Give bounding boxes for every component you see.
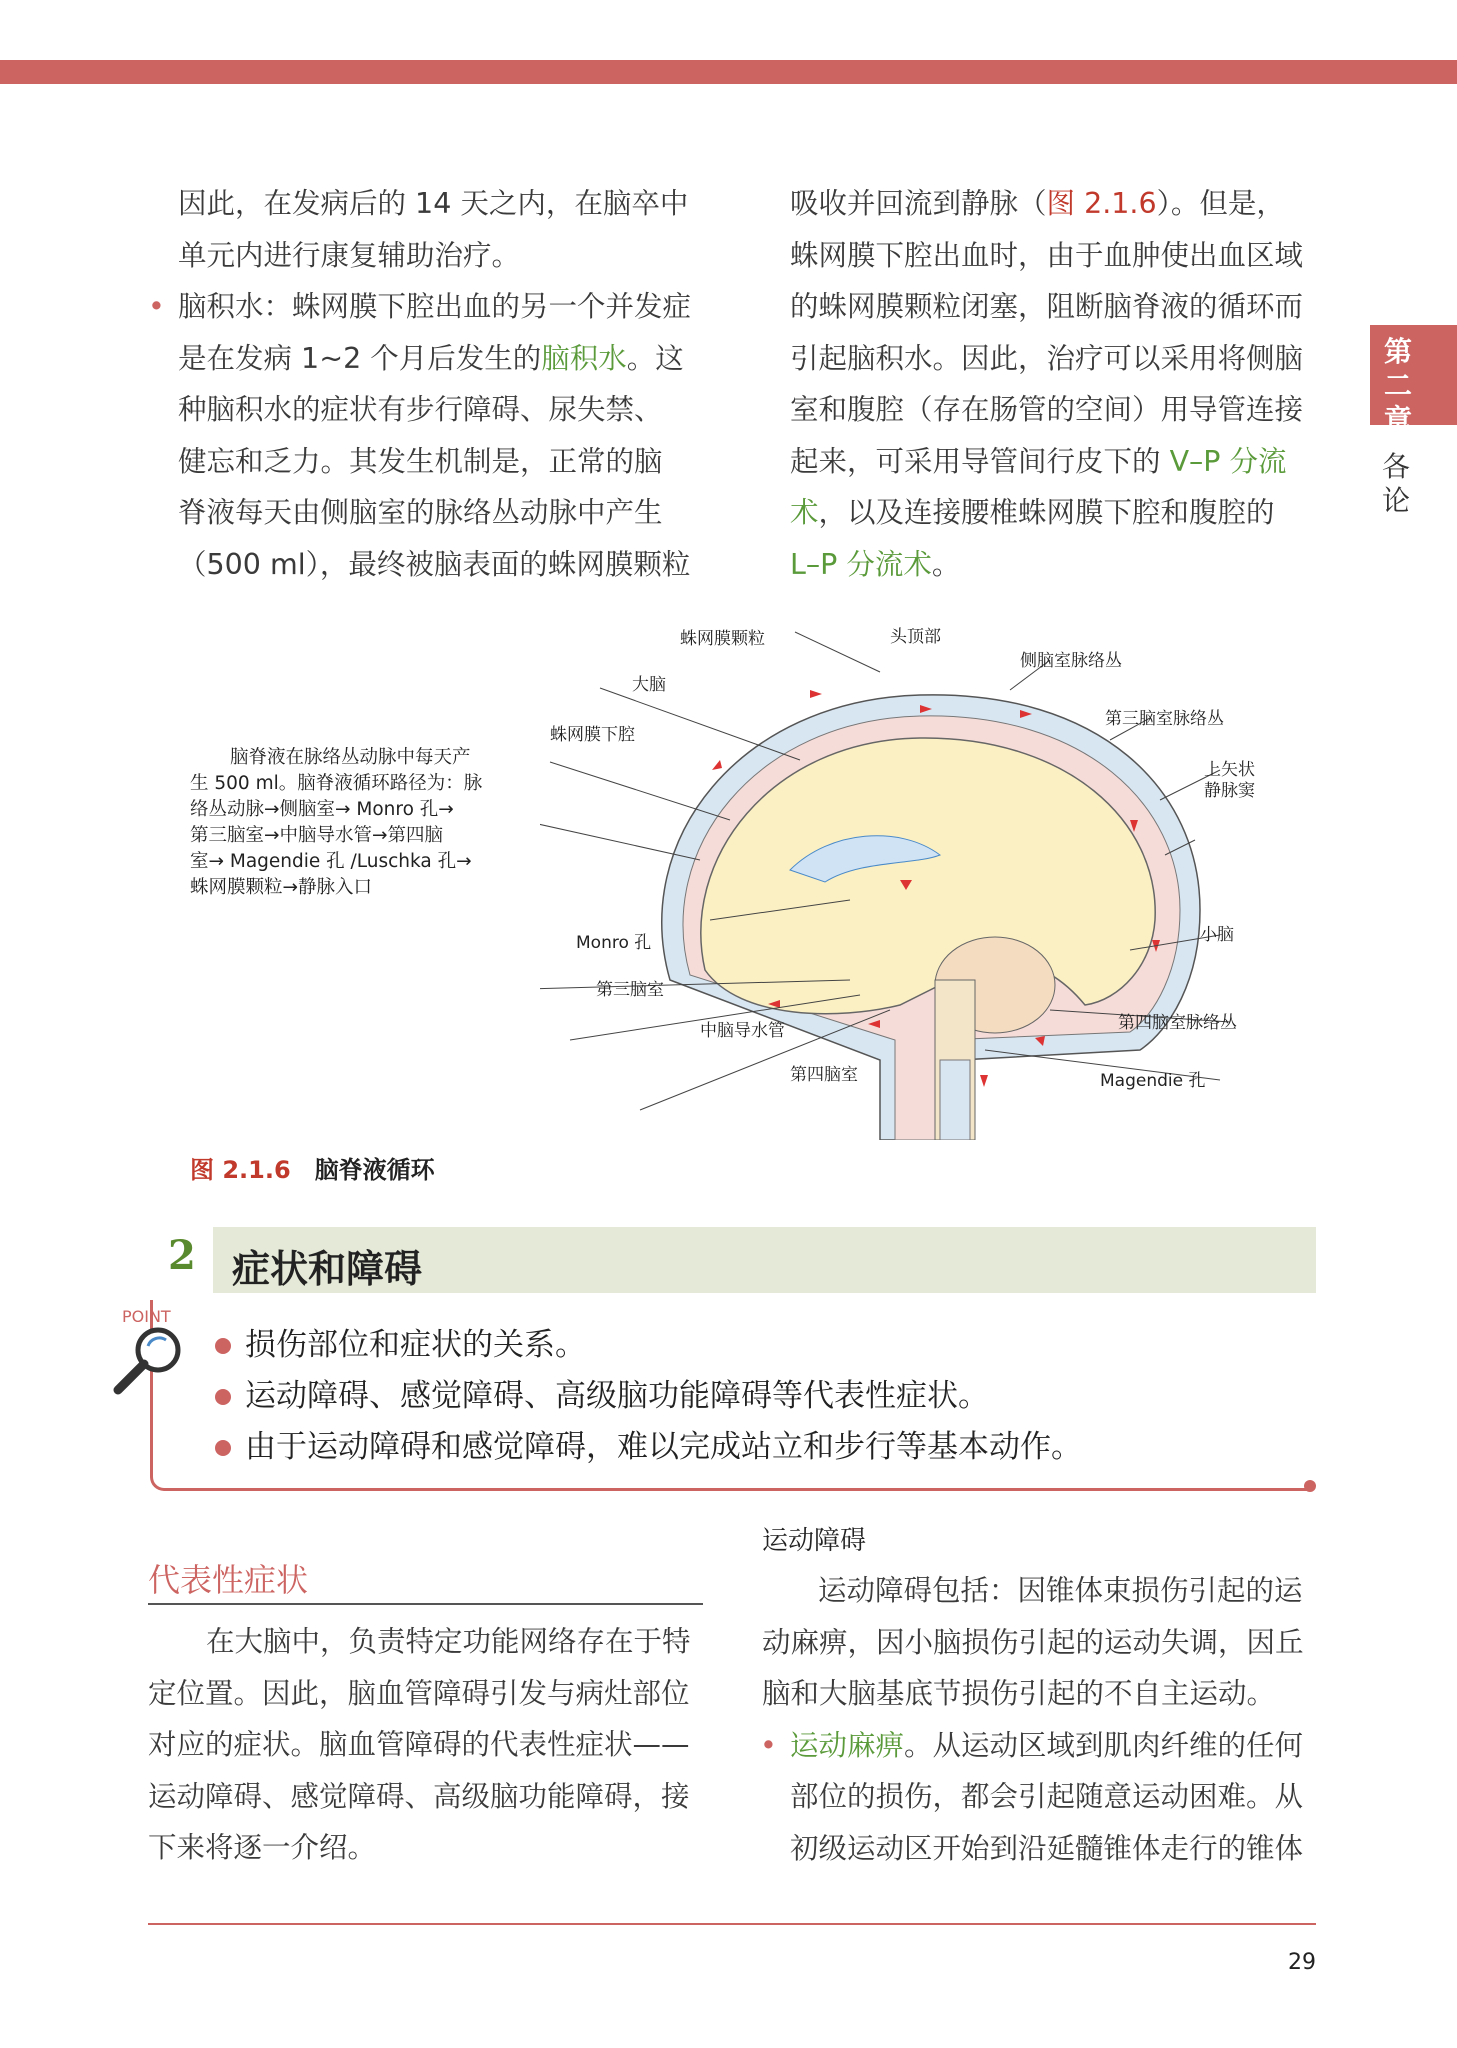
label-third-plexus: 第三脑室脉络丛 [1105, 709, 1224, 729]
note-line: 第三脑室→中脑导水管→第四脑 [190, 825, 444, 846]
motor-heading: 运动障碍 [762, 1526, 867, 1556]
label-sinus-2: 静脉窦 [1204, 781, 1255, 801]
page-number: 29 [1288, 1950, 1316, 1975]
text-line: 部位的损伤，都会引起随意运动困难。从 [790, 1780, 1304, 1813]
text-line: 起来，可采用导管间行皮下的 V–P 分流 [790, 444, 1287, 478]
subsection-title: 代表性症状 [148, 1561, 309, 1599]
label-aqueduct: 中脑导水管 [700, 1021, 785, 1041]
text-line: 健忘和乏力。其发生机制是，正常的脑 [178, 444, 663, 478]
text-line: L–P 分流术。 [790, 547, 961, 581]
term-lp-shunt: L–P 分流术 [790, 547, 932, 581]
text-line: （500 ml），最终被脑表面的蛛网膜颗粒 [178, 547, 691, 581]
note-line: 生 500 ml。脑脊液循环路径为：脉 [190, 773, 483, 794]
label-subarachnoid: 蛛网膜下腔 [550, 725, 635, 745]
caption-number: 图 2.1.6 [190, 1156, 291, 1184]
label-monro: Monro 孔 [576, 933, 652, 953]
text-line: 种脑积水的症状有步行障碍、尿失禁、 [178, 393, 663, 426]
text-line: 初级运动区开始到沿延髓锥体走行的锥体 [790, 1831, 1304, 1865]
text-line: 蛛网膜下腔出血时，由于血肿使出血区域 [790, 238, 1304, 272]
text-line: 单元内进行康复辅助治疗。 [178, 238, 521, 272]
text-line: 脑和大脑基底节损伤引起的不自主运动。 [762, 1677, 1276, 1710]
text-line: 在大脑中，负责特定功能网络存在于特 [206, 1625, 691, 1658]
chapter-subtitle: 各论 [1381, 450, 1410, 517]
text-line: 对应的症状。脑血管障碍的代表性症状—— [148, 1728, 690, 1761]
label-lateral-plexus: 侧脑室脉络丛 [1020, 651, 1122, 671]
text-line: 脊液每天由侧脑室的脉络丛动脉中产生 [178, 496, 663, 529]
text-line: 运动障碍、感觉障碍、高级脑功能障碍，接 [148, 1779, 690, 1813]
point-item: 由于运动障碍和感觉障碍，难以完成站立和步行等基本动作。 [215, 1422, 1082, 1473]
point-list [215, 1320, 1082, 1473]
text-line: 下来将逐一介绍。 [148, 1831, 377, 1864]
spinal-canal [940, 1060, 970, 1140]
text-line: 术，以及连接腰椎蛛网膜下腔和腹腔的 [790, 496, 1275, 529]
text-line: 是在发病 1~2 个月后发生的脑积水。这 [178, 341, 684, 375]
term-hydrocephalus: 脑积水 [541, 341, 627, 375]
point-end-dot [1304, 1480, 1316, 1492]
top-color-bar [0, 60, 1457, 84]
term-motor-paralysis: 运动麻痹 [790, 1728, 905, 1762]
label-arachnoid-granulation: 蛛网膜颗粒 [680, 629, 765, 649]
label-fourth-plexus: 第四脑室脉络丛 [1118, 1013, 1237, 1033]
label-third-ventricle: 第三脑室 [596, 980, 664, 1000]
text-line: 因此，在发病后的 14 天之内，在脑卒中 [178, 187, 689, 220]
text-line: 吸收并回流到静脉（图 2.1.6）。但是， [790, 187, 1285, 220]
figure-caption [190, 1150, 435, 1185]
label-cerebellum: 小脑 [1200, 925, 1234, 945]
footer-rule [148, 1923, 1316, 1925]
text-line: 室和腹腔（存在肠管的空间）用导管连接 [790, 393, 1304, 426]
term-vp-shunt: V–P 分流 [1169, 444, 1287, 478]
magnifier-icon [108, 1300, 204, 1400]
label-fourth-ventricle: 第四脑室 [790, 1065, 858, 1085]
label-cerebrum: 大脑 [632, 675, 666, 695]
chapter-label: 第二章 [1383, 335, 1412, 436]
subsection-rule [148, 1603, 703, 1605]
figure-note [190, 745, 500, 901]
caption-text: 脑脊液循环 [314, 1156, 435, 1184]
point-word: POINT [122, 1307, 171, 1326]
note-line: 络丛动脉→侧脑室→ Monro 孔→ [190, 799, 454, 820]
motor-text [762, 1565, 1322, 1874]
csf-circulation-diagram [540, 620, 1300, 1140]
hydrocephalus-bullet: • 脑积水：蛛网膜下腔出血的另一个并发症 [178, 281, 738, 333]
subsection-text [148, 1616, 708, 1874]
label-sinus-1: 上矢状 [1204, 760, 1255, 780]
point-item: 损伤部位和症状的关系。 [215, 1320, 1082, 1371]
left-column-text [178, 178, 738, 590]
section-title: 症状和障碍 [232, 1247, 423, 1291]
label-magendie: Magendie 孔 [1100, 1071, 1206, 1091]
label-vertex: 头顶部 [890, 627, 941, 647]
text-line: 的蛛网膜颗粒闭塞，阻断脑脊液的循环而 [790, 290, 1304, 323]
note-line: 脑脊液在脉络丛动脉中每天产 [230, 747, 471, 768]
note-line: 蛛网膜颗粒→静脉入口 [190, 877, 373, 898]
text-line: 定位置。因此，脑血管障碍引发与病灶部位 [148, 1676, 690, 1710]
text-line: 动麻痹，因小脑损伤引起的运动失调，因丘 [762, 1625, 1304, 1659]
section-number: 2 [168, 1232, 196, 1279]
text-line: 运动障碍包括：因锥体束损伤引起的运 [818, 1574, 1303, 1607]
note-line: 室→ Magendie 孔 /Luschka 孔→ [190, 851, 472, 872]
text-line: 引起脑积水。因此，治疗可以采用将侧脑 [790, 341, 1304, 375]
figure-ref: 图 2.1.6 [1046, 187, 1157, 220]
point-item: 运动障碍、感觉障碍、高级脑功能障碍等代表性症状。 [215, 1371, 1082, 1422]
motor-paralysis-bullet: • 运动麻痹。从运动区域到肌肉纤维的任何 [790, 1720, 1322, 1772]
right-column-text [790, 178, 1320, 590]
